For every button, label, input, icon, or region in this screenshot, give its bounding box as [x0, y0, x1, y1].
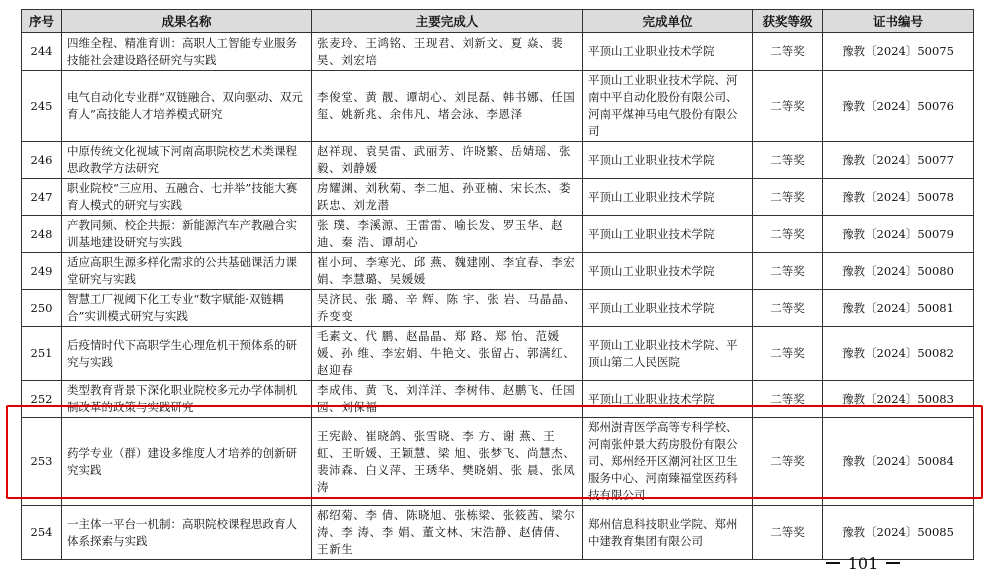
cell-people: 郝绍菊、李 倩、陈晓旭、张栋梁、张筱茜、梁尔涛、李 涛、李 娟、董文林、宋浩静、赵倩倩、王新生: [312, 506, 583, 560]
cell-name: 一主体一平台一机制：高职院校课程思政育人体系探索与实践: [62, 506, 312, 560]
cell-unit: 平顶山工业职业技术学院: [583, 253, 753, 290]
cell-cert: 豫教〔2024〕50082: [823, 327, 974, 381]
header-cert: 证书编号: [823, 10, 974, 33]
cell-no: 254: [22, 506, 62, 560]
cell-unit: 平顶山工业职业技术学院: [583, 216, 753, 253]
cell-level: 二等奖: [753, 381, 823, 418]
cell-no: 248: [22, 216, 62, 253]
page-dash-right: [886, 562, 900, 564]
cell-no: 245: [22, 71, 62, 142]
cell-name: 中原传统文化视域下河南高职院校艺术类课程思政教学方法研究: [62, 142, 312, 179]
table-row: [22, 216, 974, 253]
cell-no: 253: [22, 418, 62, 506]
cell-cert: 豫教〔2024〕50081: [823, 290, 974, 327]
cell-cert: 豫教〔2024〕50076: [823, 71, 974, 142]
cell-people: 崔小珂、李寒光、邱 燕、魏建刚、李宜春、李宏娟、李慧璐、吴媛媛: [312, 253, 583, 290]
cell-name: 职业院校“三应用、五融合、七并举”技能大赛育人模式的研究与实践: [62, 179, 312, 216]
cell-name: 产教同频、校企共振：新能源汽车产教融合实训基地建设研究与实践: [62, 216, 312, 253]
cell-people: 李俊堂、黄 靓、谭胡心、刘昆磊、韩书娜、任国玺、姚新兆、余伟凡、堵会泳、李恩泽: [312, 71, 583, 142]
table-row: [22, 290, 974, 327]
cell-level: 二等奖: [753, 33, 823, 71]
cell-no: 249: [22, 253, 62, 290]
cell-cert: 豫教〔2024〕50084: [823, 418, 974, 506]
cell-no: 246: [22, 142, 62, 179]
cell-no: 250: [22, 290, 62, 327]
table-row: [22, 418, 974, 506]
cell-unit: 平顶山工业职业技术学院: [583, 142, 753, 179]
cell-level: 二等奖: [753, 253, 823, 290]
cell-unit: 平顶山工业职业技术学院: [583, 290, 753, 327]
cell-unit: 平顶山工业职业技术学院、河南中平自动化股份有限公司、河南平煤神马电气股份有限公司: [583, 71, 753, 142]
cell-people: 房耀渊、刘秋菊、李二旭、孙亚楠、宋长杰、娄跃忠、刘龙潜: [312, 179, 583, 216]
header-no: 序号: [22, 10, 62, 33]
awards-table: [21, 9, 974, 560]
cell-cert: 豫教〔2024〕50083: [823, 381, 974, 418]
table-row: [22, 71, 974, 142]
cell-people: 张麦玲、王鸿铭、王现君、刘新文、夏 焱、裴 昊、刘宏培: [312, 33, 583, 71]
cell-unit: 郑州澍青医学高等专科学校、河南张仲景大药房股份有限公司、郑州经开区潮河社区卫生服务中心、河南臻福堂医药科技有限公司: [583, 418, 753, 506]
cell-name: 智慧工厂视阈下化工专业“数字赋能·双链耦合”实训模式研究与实践: [62, 290, 312, 327]
cell-name: 电气自动化专业群“双链融合、双向驱动、双元育人”高技能人才培养模式研究: [62, 71, 312, 142]
cell-name: 适应高职生源多样化需求的公共基础课活力课堂研究与实践: [62, 253, 312, 290]
header-name: 成果名称: [62, 10, 312, 33]
cell-people: 张 璞、李溪源、王雷雷、喻长发、罗玉华、赵 迪、秦 浩、谭胡心: [312, 216, 583, 253]
cell-level: 二等奖: [753, 71, 823, 142]
cell-cert: 豫教〔2024〕50085: [823, 506, 974, 560]
cell-name: 四维全程、精准育训：高职人工智能专业服务技能社会建设路径研究与实践: [62, 33, 312, 71]
table-row: [22, 142, 974, 179]
cell-cert: 豫教〔2024〕50078: [823, 179, 974, 216]
table-row: [22, 253, 974, 290]
cell-unit: 平顶山工业职业技术学院、平顶山第二人民医院: [583, 327, 753, 381]
cell-cert: 豫教〔2024〕50077: [823, 142, 974, 179]
table-row: [22, 381, 974, 418]
cell-unit: 平顶山工业职业技术学院: [583, 179, 753, 216]
cell-unit: 郑州信息科技职业学院、郑州中建教育集团有限公司: [583, 506, 753, 560]
cell-level: 二等奖: [753, 179, 823, 216]
cell-cert: 豫教〔2024〕50075: [823, 33, 974, 71]
table-row: [22, 33, 974, 71]
header-level: 获奖等级: [753, 10, 823, 33]
cell-no: 252: [22, 381, 62, 418]
header-people: 主要完成人: [312, 10, 583, 33]
cell-people: 王宪龄、崔晓鸽、张雪晓、李 方、谢 燕、王 虹、王昕媛、王颖慧、梁 旭、张梦飞、尚慧杰、裴沛森、白义萍、王琇华、樊晓娟、张 晨、张凤涛: [312, 418, 583, 506]
page-number: [818, 553, 908, 573]
table-row: [22, 506, 974, 560]
cell-level: 二等奖: [753, 142, 823, 179]
cell-level: 二等奖: [753, 216, 823, 253]
cell-no: 251: [22, 327, 62, 381]
table-header-row: [22, 10, 974, 33]
page-number-text: 101: [847, 553, 879, 573]
table-row: [22, 327, 974, 381]
cell-level: 二等奖: [753, 327, 823, 381]
cell-name: 类型教育背景下深化职业院校多元办学体制机制改革的政策与实践研究: [62, 381, 312, 418]
cell-unit: 平顶山工业职业技术学院: [583, 381, 753, 418]
cell-people: 毛素文、代 鹏、赵晶晶、郑 路、郑 怡、范媛媛、孙 维、李宏娟、牛艳文、张留占、郭满红、赵迎春: [312, 327, 583, 381]
cell-level: 二等奖: [753, 506, 823, 560]
header-unit: 完成单位: [583, 10, 753, 33]
cell-level: 二等奖: [753, 290, 823, 327]
table-row: [22, 179, 974, 216]
cell-no: 247: [22, 179, 62, 216]
cell-people: 李成伟、黄 飞、刘洋洋、李树伟、赵鹏飞、任国园、刘保福: [312, 381, 583, 418]
cell-people: 赵祥现、袁昊雷、武丽芳、许晓繁、岳婧瑶、张 毅、刘静媛: [312, 142, 583, 179]
cell-no: 244: [22, 33, 62, 71]
cell-level: 二等奖: [753, 418, 823, 506]
page-dash-left: [826, 562, 840, 564]
cell-cert: 豫教〔2024〕50080: [823, 253, 974, 290]
cell-unit: 平顶山工业职业技术学院: [583, 33, 753, 71]
cell-name: 药学专业（群）建设多维度人才培养的创新研究实践: [62, 418, 312, 506]
cell-name: 后疫情时代下高职学生心理危机干预体系的研究与实践: [62, 327, 312, 381]
cell-people: 吴济民、张 璐、辛 辉、陈 宇、张 岩、马晶晶、乔变变: [312, 290, 583, 327]
cell-cert: 豫教〔2024〕50079: [823, 216, 974, 253]
